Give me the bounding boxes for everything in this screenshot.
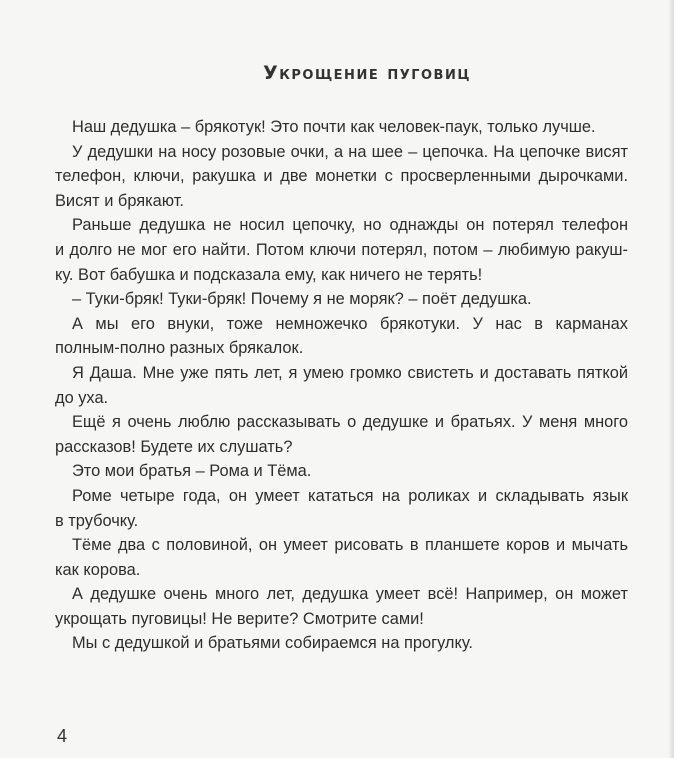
text-line: и долго не мог его найти. Потом ключи потерял, потом – любимую ракуш- (55, 240, 628, 259)
text-line: Наш дедушка – брякотук! Это почти как человек-паук, только лучше. (72, 118, 596, 136)
text-line: ку. Вот бабушка и подсказала ему, как ничего не терять! (55, 265, 483, 284)
text-line: Я Даша. Мне уже пять лет, я умею громко свистеть и доставать пяткой (72, 363, 628, 382)
text-line: телефон, ключи, ракушка и две монетки с просверленными дырочками. (55, 167, 628, 186)
text-line: – Туки-бряк! Туки-бряк! Почему я не моряк? – поёт дедушка. (72, 290, 532, 309)
text-line: Роме четыре года, он умеет кататься на роликах и складывать язык (72, 486, 628, 505)
text-line: У дедушки на носу розовые очки, а на шее – цепочка. На цепочке висят (72, 142, 628, 161)
story-text (55, 115, 628, 656)
text-line: А дедушке очень много лет, дедушка умеет всё! Например, он может (72, 585, 628, 604)
text-line: Тёме два с половиной, он умеет рисовать в планшете коров и мычать (72, 536, 628, 555)
chapter-title: Укрощение пуговиц (263, 62, 471, 84)
text-line: как корова. (55, 560, 141, 579)
text-line: Висят и брякают. (55, 191, 184, 210)
text-line: полным-полно разных брякалок. (55, 339, 304, 358)
text-line: Мы с дедушкой и братьями собираемся на прогулку. (72, 634, 473, 653)
page-edge-shadow (668, 0, 674, 758)
text-line: Это мои братья – Рома и Тёма. (72, 462, 312, 481)
text-line: рассказов! Будете их слушать? (55, 437, 293, 456)
text-line: А мы его внуки, тоже немножечко брякотуки. У нас в карманах (72, 314, 628, 333)
page-number: 4 (57, 726, 68, 746)
text-line: Ещё я очень люблю рассказывать о дедушке и братьях. У меня много (72, 413, 628, 432)
text-line: укрощать пуговицы! Не верите? Смотрите сами! (55, 609, 424, 628)
text-line: до уха. (55, 388, 109, 407)
text-line: в трубочку. (55, 511, 139, 530)
text-line: Раньше дедушка не носил цепочку, но однажды он потерял телефон (72, 216, 628, 235)
